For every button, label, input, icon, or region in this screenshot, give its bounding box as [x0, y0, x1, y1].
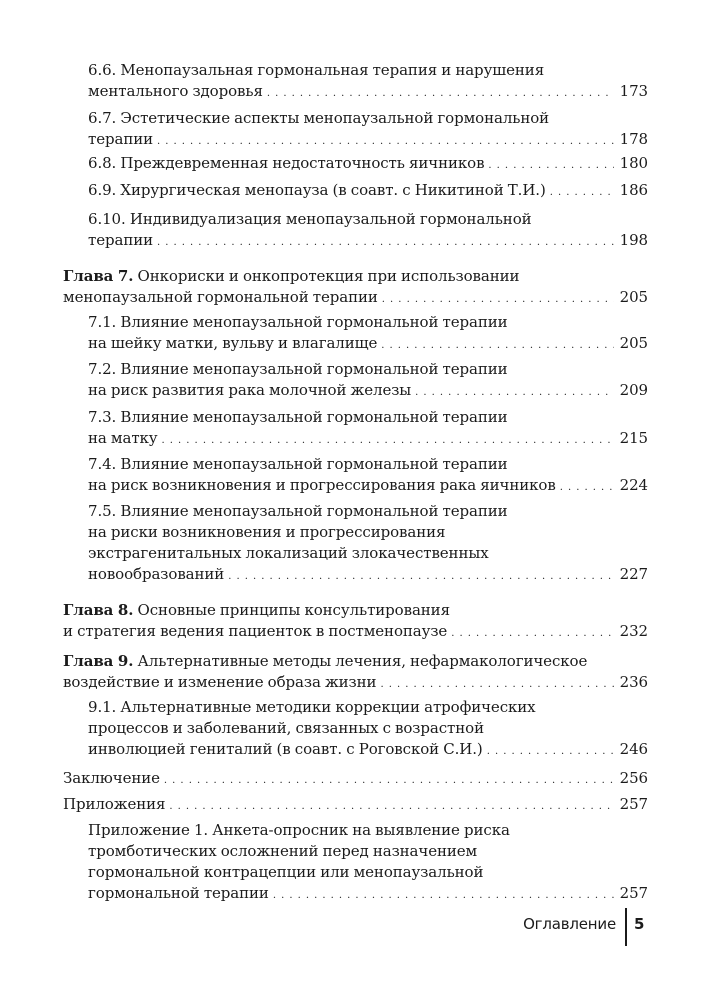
- toc-entry-last-line: [88, 230, 648, 251]
- toc-entry-last-line: [63, 672, 648, 693]
- toc-entry-text: ментального здоровья: [88, 82, 263, 100]
- toc-entry-line: [88, 209, 648, 230]
- toc-entry[interactable]: [88, 180, 648, 201]
- toc-entry-text: менопаузальной гормональной терапии: [63, 288, 378, 306]
- toc-entry-text: на риски возникновения и прогрессирования: [88, 523, 446, 541]
- toc-entry-text: гормональной контрацепции или менопаузальной: [88, 863, 484, 881]
- toc-entry-last-line: [88, 428, 648, 449]
- toc-entry-line: [88, 697, 648, 718]
- toc-entry-line: [88, 543, 648, 564]
- toc-entry-line: [88, 501, 648, 522]
- toc-entry-line: [63, 651, 648, 672]
- toc-entry-text: Онкориски и онкопротекция при использовании: [137, 267, 520, 285]
- toc-entry-line: [88, 522, 648, 543]
- dot-leader: [157, 230, 614, 253]
- toc-entry-text: на риск возникновения и прогрессирования рака яичников: [88, 476, 556, 494]
- toc-entry-appendices[interactable]: [63, 794, 648, 815]
- toc-page-number: 257: [619, 795, 648, 813]
- toc-entry-text: терапии: [88, 231, 154, 249]
- toc-page-number: 186: [619, 181, 648, 199]
- toc-entry-title: [88, 180, 546, 201]
- toc-entry-text: 7.3. Влияние менопаузальной гормональной терапии: [88, 408, 508, 426]
- toc-entry-title: [88, 153, 484, 174]
- footer-divider: [625, 908, 627, 946]
- toc-entry-title: [88, 81, 263, 102]
- toc-entry-text: на шейку матки, вульву и влагалище: [88, 334, 378, 352]
- toc-entry-text: 7.5. Влияние менопаузальной гормональной терапии: [88, 502, 508, 520]
- dot-leader: [382, 287, 614, 310]
- toc-entry-text: 6.10. Индивидуализация менопаузальной гормональной: [88, 210, 532, 228]
- toc-entry-line: [88, 718, 648, 739]
- toc-page-number: 205: [619, 288, 648, 306]
- toc-entry-text: 9.1. Альтернативные методики коррекции атрофических: [88, 698, 536, 716]
- toc-page-number: 246: [619, 740, 648, 758]
- dot-leader: [380, 672, 613, 695]
- toc-entry-text: Приложение 1. Анкета-опросник на выявление риска: [88, 821, 510, 839]
- toc-page-number: 215: [619, 429, 648, 447]
- toc-page-number: 257: [619, 884, 648, 902]
- running-footer-section: Оглавление: [523, 915, 616, 933]
- toc-chapter-entry[interactable]: [63, 266, 648, 308]
- toc-page-number: 180: [619, 154, 648, 172]
- toc-entry-text: инволюцией гениталий (в соавт. с Роговской С.И.): [88, 740, 483, 758]
- dot-leader: [381, 333, 613, 356]
- toc-entry-last-line: [88, 180, 648, 201]
- toc-entry-line: [63, 266, 648, 287]
- toc-page-number: 236: [619, 673, 648, 691]
- toc-entry-title: [88, 129, 153, 150]
- toc-entry-line: [88, 454, 648, 475]
- toc-entry-last-line: [88, 883, 648, 904]
- toc-entry-text: Альтернативные методы лечения, нефармакологическое: [137, 652, 588, 670]
- dot-leader: [560, 475, 614, 498]
- toc-entry-title: [88, 475, 556, 496]
- toc-entry-text: на матку: [88, 429, 158, 447]
- toc-entry-text: 7.4. Влияние менопаузальной гормональной терапии: [88, 455, 508, 473]
- dot-leader: [169, 794, 613, 817]
- toc-entry-title: [88, 428, 158, 449]
- dot-leader: [273, 883, 614, 906]
- toc-entry-conclusion[interactable]: [63, 768, 648, 789]
- dot-leader: [487, 739, 614, 762]
- dot-leader: [267, 81, 614, 104]
- toc-entry-title: [88, 380, 411, 401]
- toc-entry-text: 6.9. Хирургическая менопауза (в соавт. с Никитиной Т.И.): [88, 181, 546, 199]
- toc-entry[interactable]: [88, 60, 648, 102]
- toc-entry-title: [63, 672, 376, 693]
- toc-entry-line: [88, 841, 648, 862]
- chapter-label: Глава 7.: [63, 267, 134, 285]
- toc-entry-title: [88, 230, 153, 251]
- toc-entry-text: 7.1. Влияние менопаузальной гормональной терапии: [88, 313, 508, 331]
- toc-entry-line: [88, 108, 648, 129]
- toc-entry-text: тромботических осложнений перед назначением: [88, 842, 478, 860]
- toc-chapter-entry[interactable]: [63, 651, 648, 693]
- dot-leader: [164, 768, 614, 791]
- toc-entry-text: на риск развития рака молочной железы: [88, 381, 412, 399]
- chapter-label: Глава 9.: [63, 652, 134, 670]
- toc-entry-last-line: [88, 380, 648, 401]
- dot-leader: [451, 621, 613, 644]
- toc-entry-title: [88, 883, 269, 904]
- toc-entry-text: 6.8. Преждевременная недостаточность яичников: [88, 154, 485, 172]
- toc-entry-line: [88, 312, 648, 333]
- toc-entry-last-line: [63, 287, 648, 308]
- toc-entry[interactable]: [88, 359, 648, 401]
- dot-leader: [415, 380, 614, 403]
- toc-entry[interactable]: [88, 407, 648, 449]
- toc-page-number: 198: [619, 231, 648, 249]
- toc-page-number: 178: [619, 130, 648, 148]
- toc-entry-title: [63, 768, 160, 789]
- toc-entry-last-line: [63, 621, 648, 642]
- toc-entry-title: [88, 564, 224, 585]
- toc-entry-title: [88, 333, 377, 354]
- toc-entry-text: 6.6. Менопаузальная гормональная терапия и нарушения: [88, 61, 545, 79]
- toc-entry-text: Заключение: [63, 769, 160, 787]
- toc-entry-line: [88, 60, 648, 81]
- toc-entry-text: воздействие и изменение образа жизни: [63, 673, 377, 691]
- toc-entry-text: терапии: [88, 130, 154, 148]
- toc-entry[interactable]: [88, 209, 648, 251]
- toc-page-number: 232: [619, 622, 648, 640]
- dot-leader: [550, 180, 614, 203]
- dot-leader: [228, 564, 613, 587]
- toc-entry-title: [88, 739, 483, 760]
- toc-entry[interactable]: [88, 697, 648, 760]
- toc-entry-line: [88, 359, 648, 380]
- toc-entry-last-line: [88, 333, 648, 354]
- toc-entry-text: процессов и заболеваний, связанных с возрастной: [88, 719, 484, 737]
- toc-entry[interactable]: [88, 312, 648, 354]
- toc-page-number: 227: [619, 565, 648, 583]
- toc-entry-line: [63, 600, 648, 621]
- page-number: 5: [634, 915, 645, 933]
- dot-leader: [488, 153, 613, 176]
- toc-chapter-entry[interactable]: [63, 600, 648, 642]
- chapter-label: Глава 8.: [63, 601, 134, 619]
- toc-entry-text: экстрагенитальных локализаций злокачественных: [88, 544, 489, 562]
- dot-leader: [162, 428, 614, 451]
- toc-entry-last-line: [88, 739, 648, 760]
- toc-entry[interactable]: [88, 108, 648, 150]
- toc-entry-last-line: [88, 564, 648, 585]
- toc-page-number: 224: [619, 476, 648, 494]
- toc-entry[interactable]: [88, 454, 648, 496]
- toc-entry-last-line: [88, 129, 648, 150]
- toc-entry[interactable]: [88, 820, 648, 904]
- toc-entry-last-line: [88, 153, 648, 174]
- toc-entry-line: [88, 820, 648, 841]
- toc-page-number: 173: [619, 82, 648, 100]
- toc-page-number: 209: [619, 381, 648, 399]
- toc-entry-title: [63, 287, 378, 308]
- toc-entry-title: [63, 621, 447, 642]
- toc-entry[interactable]: [88, 153, 648, 174]
- toc-entry-text: Основные принципы консультирования: [137, 601, 450, 619]
- toc-entry-last-line: [88, 475, 648, 496]
- dot-leader: [157, 129, 614, 152]
- toc-entry-text: новообразований: [88, 565, 225, 583]
- toc-entry-last-line: [63, 768, 648, 789]
- toc-entry-last-line: [88, 81, 648, 102]
- toc-page-number: 205: [619, 334, 648, 352]
- toc-entry-text: 6.7. Эстетические аспекты менопаузальной гормональной: [88, 109, 550, 127]
- toc-entry-text: 7.2. Влияние менопаузальной гормональной терапии: [88, 360, 508, 378]
- toc-page-number: 256: [619, 769, 648, 787]
- toc-entry-text: гормональной терапии: [88, 884, 269, 902]
- toc-entry-line: [88, 407, 648, 428]
- toc-entry-title: [63, 794, 165, 815]
- toc-entry-text: и стратегия ведения пациенток в постменопаузе: [63, 622, 448, 640]
- toc-entry-last-line: [63, 794, 648, 815]
- toc-entry[interactable]: [88, 501, 648, 585]
- toc-entry-text: Приложения: [63, 795, 166, 813]
- toc-entry-line: [88, 862, 648, 883]
